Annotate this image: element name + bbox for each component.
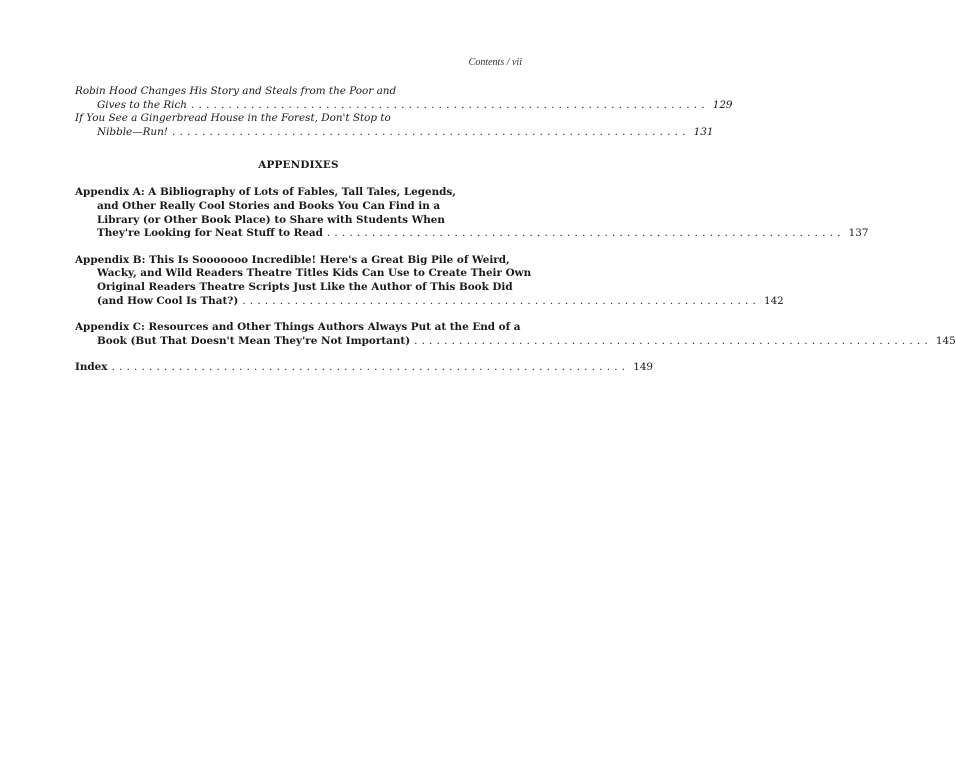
page-number: 129 — [712, 98, 733, 111]
dot-leader: ..................................................................... — [414, 334, 932, 347]
toc-entry-title-line: Book (But That Doesn't Mean They're Not Important) — [97, 334, 411, 347]
toc-entry-appendix-c[interactable] — [75, 321, 956, 348]
dot-leader: ..................................................................... — [242, 294, 760, 307]
table-of-contents — [75, 85, 956, 375]
page-number: 131 — [693, 125, 714, 138]
toc-entry-title-line: Appendix A: A Bibliography of Lots of Fables, Tall Tales, Legends, — [75, 186, 456, 199]
toc-entry-title-line: Gives to the Rich — [97, 98, 187, 111]
dot-leader: ..................................................................... — [111, 361, 630, 374]
toc-entry-title-line: Appendix C: Resources and Other Things Authors Always Put at the End of a — [75, 321, 521, 334]
page-number: 145 — [935, 334, 956, 347]
toc-entry-title-line: Robin Hood Changes His Story and Steals from the Poor and — [75, 85, 397, 97]
toc-entry-appendix-a[interactable] — [75, 186, 869, 240]
toc-entry-appendix-b[interactable] — [75, 253, 784, 308]
toc-entry-title-line: Appendix B: This Is Sooooooo Incredible! Here's a Great Big Pile of Weird, — [75, 253, 510, 266]
toc-entry-gingerbread-house[interactable] — [75, 112, 714, 139]
toc-entry-title-line: If You See a Gingerbread House in the Forest, Don't Stop to — [75, 112, 391, 125]
page-number: 149 — [633, 361, 654, 374]
toc-entry-title-line: They're Looking for Neat Stuff to Read — [97, 227, 323, 240]
dot-leader: ..................................................................... — [326, 227, 845, 240]
appendixes-heading: APPENDIXES — [258, 159, 339, 172]
toc-entry-title-line: Index — [75, 361, 108, 374]
page-number: 137 — [848, 227, 869, 240]
toc-entry-robin-hood[interactable] — [75, 85, 733, 112]
running-head: Contents / vii — [468, 57, 522, 68]
toc-entry-title-line: Library (or Other Book Place) to Share with Students When — [97, 213, 445, 226]
dot-leader: ..................................................................... — [191, 98, 709, 111]
page-number: 142 — [763, 294, 784, 307]
toc-entry-title-line: Original Readers Theatre Scripts Just Like the Author of This Book Did — [97, 280, 513, 293]
toc-entry-title-line: and Other Really Cool Stories and Books You Can Find in a — [97, 199, 441, 212]
toc-entry-title-line: (and How Cool Is That?) — [97, 294, 239, 307]
toc-entry-title-line: Wacky, and Wild Readers Theatre Titles Kids Can Use to Create Their Own — [97, 267, 532, 280]
dot-leader: ..................................................................... — [171, 125, 690, 138]
toc-entry-index[interactable] — [75, 361, 654, 375]
toc-entry-title-line: Nibble—Run! — [97, 125, 168, 138]
